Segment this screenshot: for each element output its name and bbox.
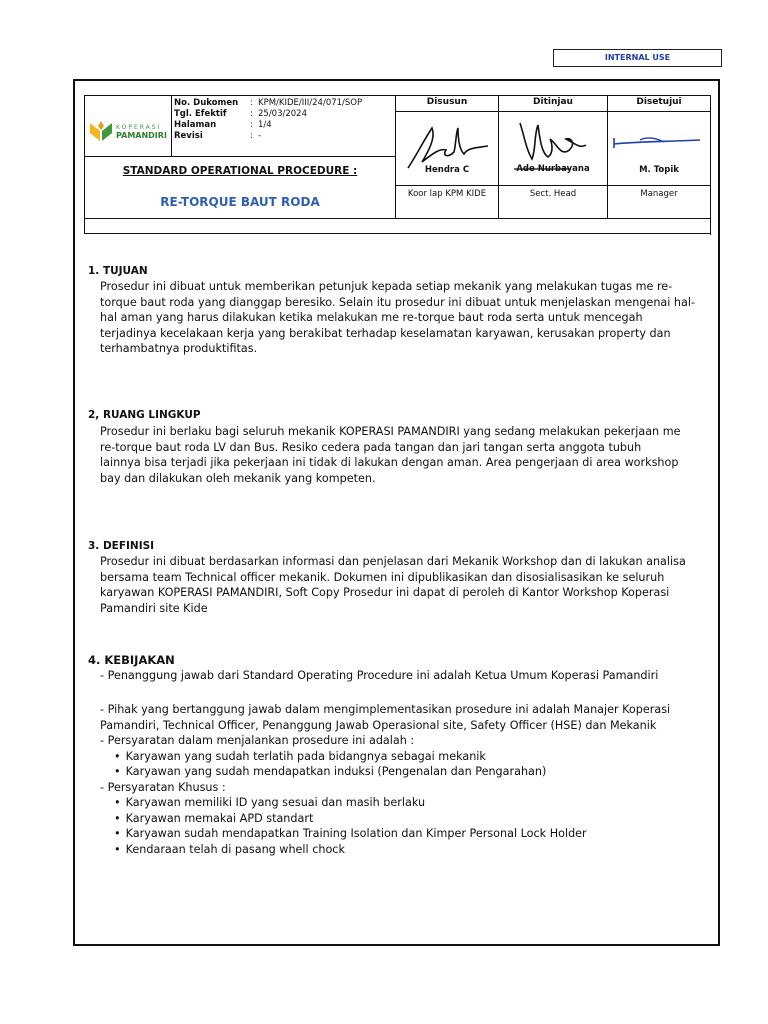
meta-value-revision: - <box>258 131 262 141</box>
internal-use-label: INTERNAL USE <box>553 49 722 67</box>
section-body-ruang-lingkup <box>100 424 712 486</box>
meta-label-page: Halaman <box>174 120 217 130</box>
section-heading-ruang-lingkup: 2, RUANG LINGKUP <box>88 409 201 421</box>
meta-value-page: 1/4 <box>258 120 272 130</box>
signoff-name-reviewed: Ade Nurbayana <box>516 164 590 174</box>
meta-label-revision: Revisi <box>174 131 203 141</box>
text-line: bay dan dilakukan oleh mekanik yang kompeten. <box>100 471 376 485</box>
text-line: hal aman yang harus dilakukan ketika melakukan me re-torque baut roda serta untuk mencegah <box>100 311 643 324</box>
meta-sep: : <box>250 120 253 130</box>
kebijakan-responsible <box>100 702 712 733</box>
text-line: - Pihak yang bertanggung jawab dalam mengimplementasikan prosedure ini adalah Manajer Koperasi <box>100 703 671 716</box>
text-line: re-torque baut roda LV dan Bus. Resiko cedera pada tangan dan jari tangan serta anggota tubuh <box>100 440 642 454</box>
section-body-tujuan <box>100 279 712 357</box>
signoff-title-prepared: Disusun <box>426 97 468 107</box>
list-item: • Karyawan memiliki ID yang sesuai dan masih berlaku <box>100 795 712 811</box>
text-line: Pamandiri, Technical Officer, Penanggung Jawab Operasional site, Safety Officer (HSE) dan Mekanik <box>100 718 657 732</box>
meta-value-effective-date: 25/03/2024 <box>258 109 307 119</box>
meta-label-doc-no: No. Dukomen <box>174 98 239 108</box>
text-line: bersama team Technical officer mekanik. Dokumen ini dipublikasikan dan disosialisasikan ke seluruh <box>100 570 665 584</box>
signature-topik <box>612 130 706 160</box>
text-line: - Persyaratan Khusus : <box>100 780 226 794</box>
meta-label-effective-date: Tgl. Efektif <box>174 109 227 119</box>
text-line: lainnya bisa terjadi jika pekerjaan ini tidak di lakukan dengan aman. Area pengerjaan di area workshop <box>100 456 679 469</box>
list-item: • Karyawan sudah mendapatkan Training Isolation dan Kimper Personal Lock Holder <box>100 826 712 842</box>
signoff-title-approved: Disetujui <box>636 97 682 107</box>
section-heading-tujuan: 1. TUJUAN <box>88 265 148 277</box>
section-heading-definisi: 3. DEFINISI <box>88 540 155 552</box>
sop-title: STANDARD OPERATIONAL PROCEDURE : <box>122 165 358 177</box>
section-heading-kebijakan: 4. KEBIJAKAN <box>88 653 175 667</box>
signoff-position-reviewed: Sect. Head <box>529 189 577 199</box>
kebijakan-requirements <box>100 733 712 857</box>
list-item: • Kendaraan telah di pasang whell chock <box>100 842 712 858</box>
signoff-position-approved: Manager <box>640 189 678 199</box>
text-line: Prosedur ini berlaku bagi seluruh mekanik KOPERASI PAMANDIRI yang sedang melakukan pekerjaan me <box>100 425 681 438</box>
kebijakan-owner: - Penanggung jawab dari Standard Operating Procedure ini adalah Ketua Umum Koperasi Pamandiri <box>100 669 659 682</box>
signoff-name-approved: M. Topik <box>639 165 679 175</box>
text-line: karyawan KOPERASI PAMANDIRI, Soft Copy Prosedur ini dapat di peroleh di Kantor Workshop Koperasi <box>100 586 670 599</box>
list-item: • Karyawan yang sudah terlatih pada bidangnya sebagai mekanik <box>100 749 712 765</box>
meta-value-doc-no: KPM/KIDE/III/24/071/SOP <box>258 98 363 108</box>
section-body-definisi <box>100 554 712 616</box>
text-line: Prosedur ini dibuat berdasarkan informasi dan penjelasan dari Mekanik Workshop dan di lakukan analisa <box>100 555 686 568</box>
logo-text-bottom: PAMANDIRI <box>116 131 167 140</box>
meta-sep: : <box>250 109 253 119</box>
list-item: • Karyawan yang sudah mendapatkan induksi (Pengenalan dan Pengarahan) <box>100 764 712 780</box>
text-line: torque baut roda yang dianggap beresiko. Selain itu prosedur ini dibuat untuk menjelaskan mengenai hal- <box>100 295 696 309</box>
sop-subtitle: RE-TORQUE BAUT RODA <box>160 195 320 209</box>
document-meta <box>174 98 394 142</box>
signoff-title-reviewed: Ditinjau <box>533 97 573 107</box>
leaf-logo-icon <box>88 119 114 143</box>
meta-sep: : <box>250 98 253 108</box>
list-item: • Karyawan memakai APD standart <box>100 811 712 827</box>
signoff-position-prepared: Koor lap KPM KIDE <box>407 189 487 199</box>
signoff-name-prepared: Hendra C <box>424 165 470 175</box>
text-line: Prosedur ini dibuat untuk memberikan petunjuk kepada setiap mekanik yang melakukan tugas me re- <box>100 280 673 293</box>
text-line: - Persyaratan dalam menjalankan prosedure ini adalah : <box>100 734 415 747</box>
text-line: terjadinya kecelakaan kerja yang berakibat terhadap keselamatan karyawan, kerusakan property dan <box>100 326 671 340</box>
logo-text-top: KOPERASI <box>116 124 162 131</box>
meta-sep: : <box>250 131 253 141</box>
text-line: terhambatnya produktifitas. <box>100 342 258 355</box>
company-logo <box>88 117 170 147</box>
text-line: Pamandiri site Kide <box>100 601 208 615</box>
